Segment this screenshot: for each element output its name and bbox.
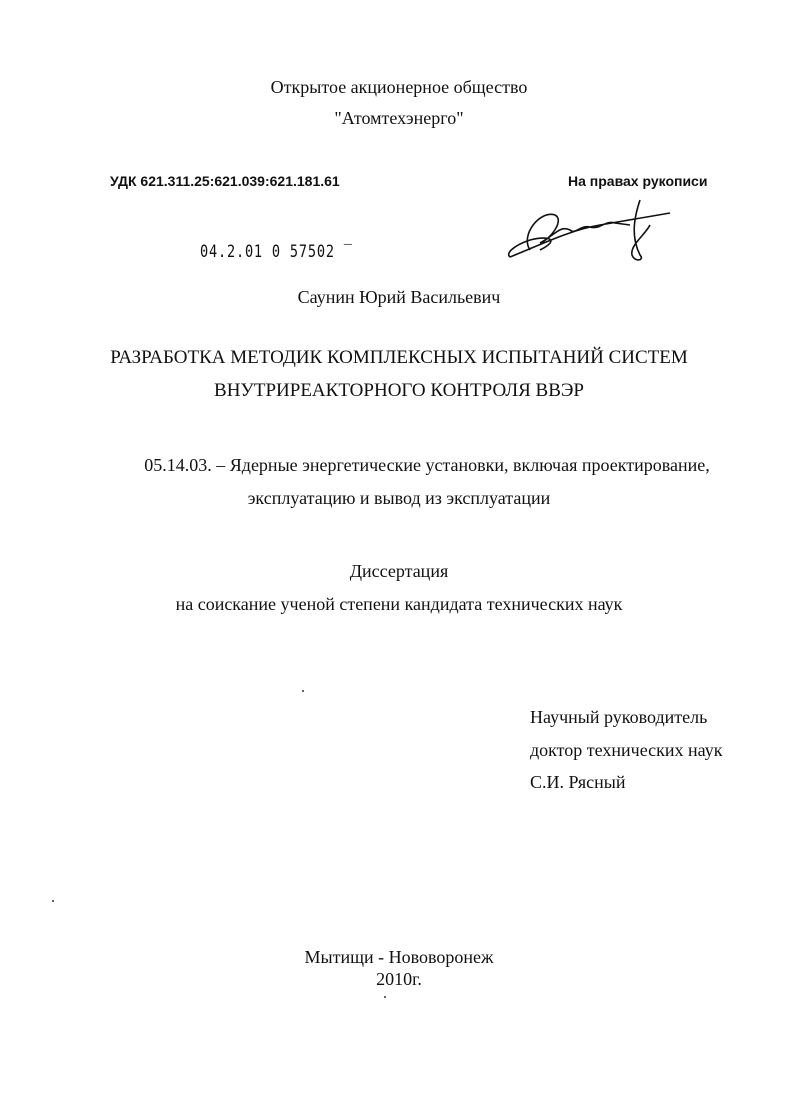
rights-notice: На правах рукописи xyxy=(568,173,708,189)
title-line2: ВНУТРИРЕАКТОРНОГО КОНТРОЛЯ ВВЭР xyxy=(214,380,584,401)
scan-speck xyxy=(52,900,54,902)
specialty-line1: 05.14.03. – Ядерные энергетические установки, включая проектирование, xyxy=(144,455,710,475)
place: Мытищи - Нововоронеж xyxy=(304,947,494,967)
year: 2010г. xyxy=(376,969,422,989)
work-type: Диссертация xyxy=(349,561,449,581)
specialty-line2: эксплуатацию и вывод из эксплуатации xyxy=(247,488,551,508)
title-line1: РАЗРАБОТКА МЕТОДИК КОМПЛЕКСНЫХ ИСПЫТАНИЙ СИСТЕМ xyxy=(110,347,688,368)
scan-speck xyxy=(302,690,304,692)
scan-speck xyxy=(384,996,386,998)
organization-line1: Открытое акционерное общество xyxy=(270,77,528,97)
supervisor-role: Научный руководитель xyxy=(530,707,708,727)
author-name: Саунин Юрий Васильевич xyxy=(297,287,501,307)
registration-stamp: 04.2.01 0 57502 ‾ xyxy=(200,242,353,262)
degree-sought: на соискание ученой степени кандидата технических наук xyxy=(175,594,623,614)
udk-code: УДК 621.311.25:621.039:621.181.61 xyxy=(110,173,340,189)
supervisor-degree: доктор технических наук xyxy=(530,740,723,760)
supervisor-name: С.И. Рясный xyxy=(530,772,626,792)
signature xyxy=(500,195,675,265)
organization-name: "Атомтехэнерго" xyxy=(334,108,464,128)
